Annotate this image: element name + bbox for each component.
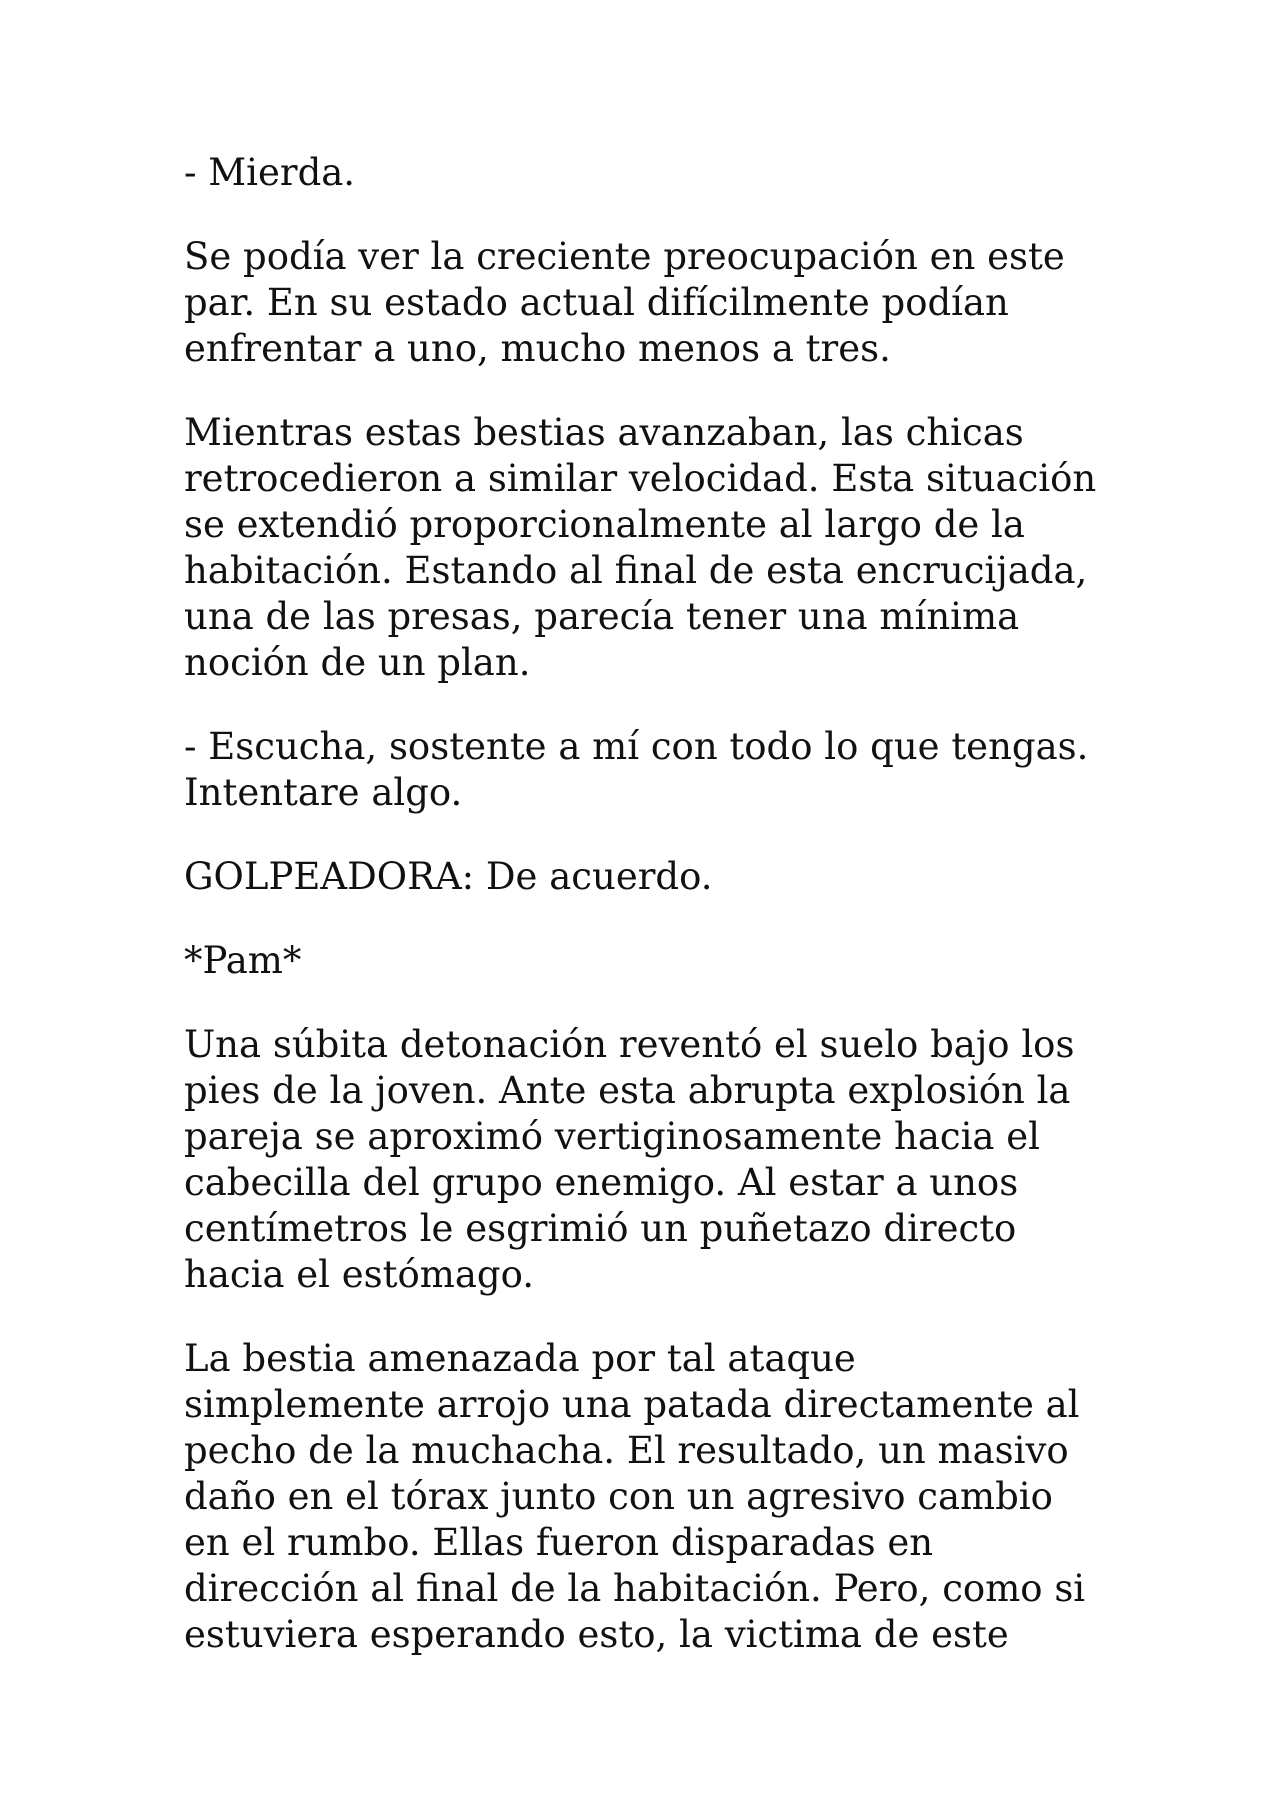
paragraph-3 — [184, 410, 1124, 686]
text-line: en el rumbo. Ellas fueron disparadas en — [184, 1521, 934, 1564]
document-page — [184, 150, 1124, 1696]
text-line: *Pam* — [184, 939, 302, 982]
paragraph-2 — [184, 234, 1124, 372]
text-line: pecho de la muchacha. El resultado, un masivo — [184, 1429, 1069, 1472]
text-line: se extendió proporcionalmente al largo de la — [184, 503, 1025, 546]
text-line: noción de un plan. — [184, 641, 531, 684]
text-line: - Mierda. — [184, 151, 356, 194]
text-line: pareja se aproximó vertiginosamente hacia el — [184, 1115, 1040, 1158]
text-line: habitación. Estando al final de esta encrucijada, — [184, 549, 1088, 592]
paragraph-1 — [184, 150, 1124, 196]
text-line: La bestia amenazada por tal ataque — [184, 1337, 856, 1380]
text-line: enfrentar a uno, mucho menos a tres. — [184, 327, 891, 370]
text-line: Mientras estas bestias avanzaban, las chicas — [184, 411, 1024, 454]
paragraph-4 — [184, 724, 1124, 816]
text-line: Se podía ver la creciente preocupación en este — [184, 235, 1065, 278]
paragraph-7 — [184, 1022, 1124, 1298]
text-line: par. En su estado actual difícilmente podían — [184, 281, 1009, 324]
text-line: Intentare algo. — [184, 771, 463, 814]
text-line: simplemente arrojo una patada directamente al — [184, 1383, 1080, 1426]
text-line: una de las presas, parecía tener una mínima — [184, 595, 1020, 638]
paragraph-8 — [184, 1336, 1124, 1658]
text-line: retrocedieron a similar velocidad. Esta situación — [184, 457, 1097, 500]
text-line: pies de la joven. Ante esta abrupta explosión la — [184, 1069, 1071, 1112]
paragraph-6 — [184, 938, 1124, 984]
text-line: centímetros le esgrimió un puñetazo directo — [184, 1207, 1017, 1250]
text-line: hacia el estómago. — [184, 1253, 535, 1296]
text-line: estuviera esperando esto, la victima de este — [184, 1613, 1009, 1656]
text-line: GOLPEADORA: De acuerdo. — [184, 855, 713, 898]
text-line: daño en el tórax junto con un agresivo cambio — [184, 1475, 1053, 1518]
text-line: - Escucha, sostente a mí con todo lo que tengas. — [184, 725, 1089, 768]
text-line: dirección al final de la habitación. Pero, como si — [184, 1567, 1086, 1610]
text-line: cabecilla del grupo enemigo. Al estar a unos — [184, 1161, 1019, 1204]
text-line: Una súbita detonación reventó el suelo bajo los — [184, 1023, 1075, 1066]
paragraph-5 — [184, 854, 1124, 900]
